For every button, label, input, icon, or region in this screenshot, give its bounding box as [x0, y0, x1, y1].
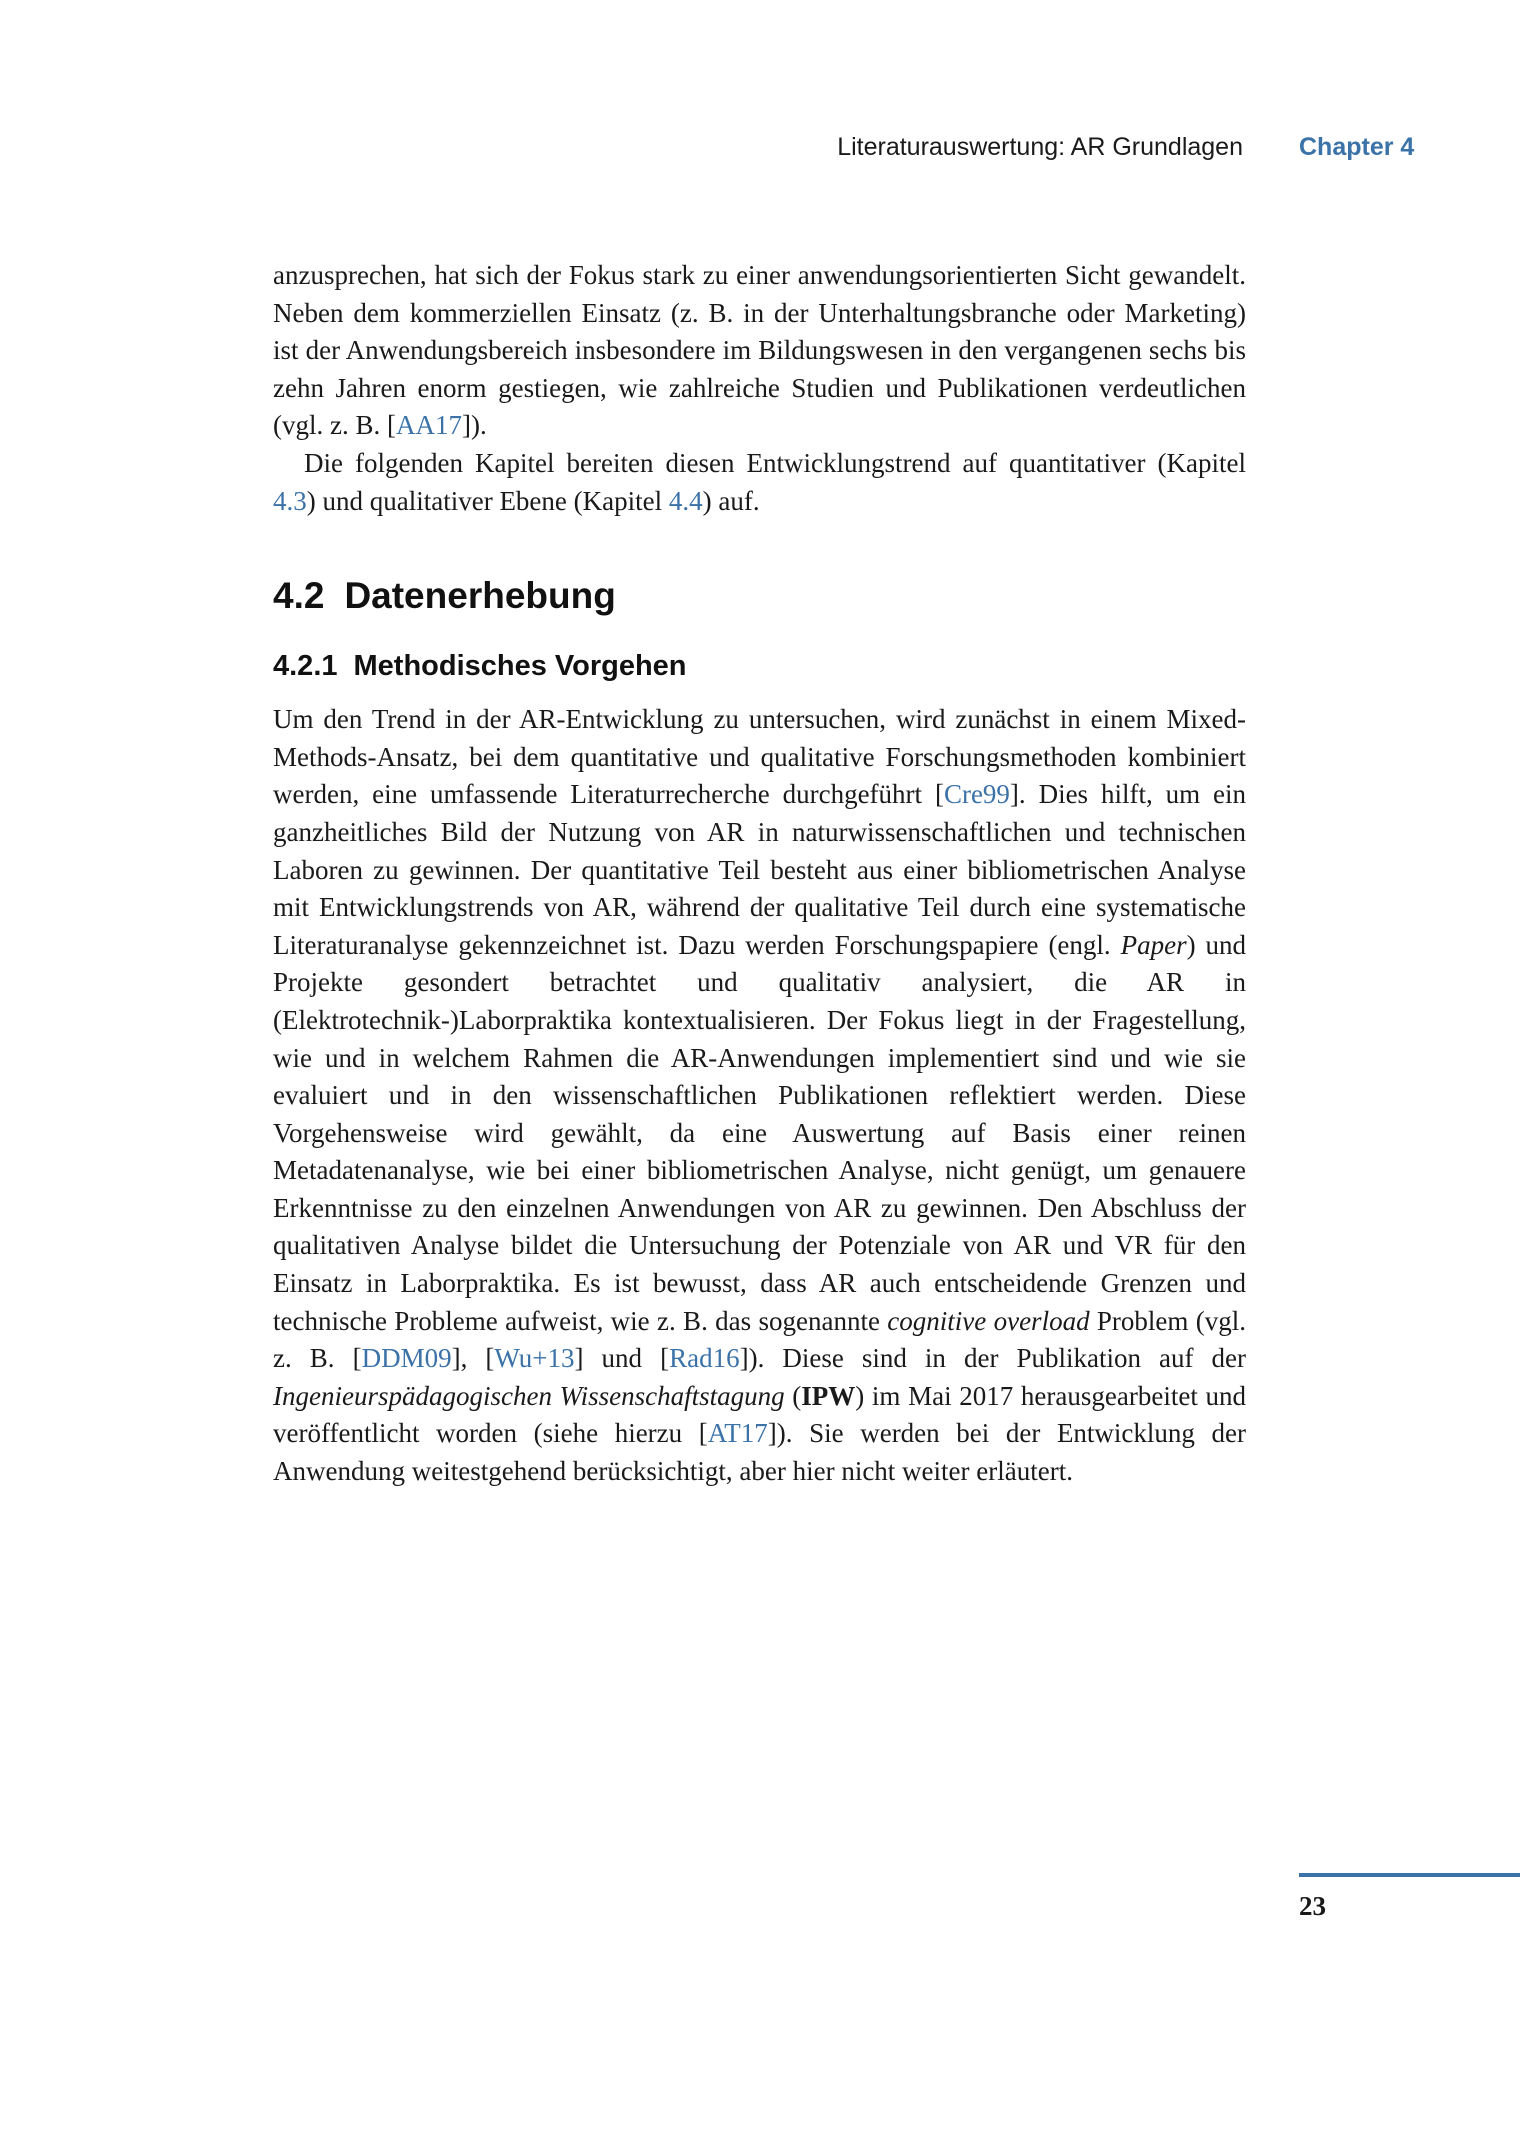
text-run: ]). Sie werden bei der Entwicklung der Anwendung weitestgehend berücksichtigt, aber hier nicht weiter erläutert.: [273, 1418, 1247, 1487]
citation-link[interactable]: Rad16: [669, 1343, 740, 1374]
citation-link[interactable]: DDM09: [361, 1343, 452, 1374]
text-run: ]). Diese sind in der Publikation auf der: [739, 1343, 1247, 1374]
page-content: [273, 257, 1246, 1491]
chapter-ref-link[interactable]: 4.4: [668, 485, 703, 516]
italic-term: cognitive overload: [887, 1305, 1090, 1336]
italic-term: Ingenieurspädagogischen Wissenschaftstagung: [273, 1380, 785, 1411]
citation-link[interactable]: AT17: [707, 1418, 768, 1449]
footer-rule: [1299, 1873, 1520, 1877]
text-run: ], [: [451, 1343, 495, 1374]
bold-acronym: IPW: [801, 1380, 856, 1411]
text-run: ) und qualitativer Ebene (Kapitel: [306, 485, 669, 516]
subsection-title: Methodisches Vorgehen: [353, 650, 687, 683]
citation-link[interactable]: AA17: [395, 410, 462, 441]
intro-paragraph: [273, 257, 1246, 445]
subsection-heading: [273, 648, 1246, 684]
text-run: ]).: [461, 410, 487, 441]
citation-link[interactable]: Wu+13: [494, 1343, 575, 1374]
citation-link[interactable]: Cre99: [943, 779, 1010, 810]
text-run: ) auf.: [702, 485, 760, 516]
section-heading: [273, 574, 1246, 618]
section-number: 4.2: [273, 575, 325, 617]
text-run: ) und Projekte gesondert betrachtet und qualitativ analysiert, die AR in (Elektrotechnik-)Laborpraktika kontextualisieren. Der Fokus liegt in der Fragestellung, wie und in welchem Rahmen die AR-Anwendungen implementiert sind und wie sie evaluiert und in den wissenschaftlichen Publikationen reflektiert werden. Diese Vorgehensweise wird gewählt, da eine Auswertung auf Basis einer reinen Metadatenanalyse, wie bei einer bibliometrischen Analyse, nicht genügt, um genauere Erkenntnisse zu den einzelnen Anwendungen von AR zu gewinnen. Den Abschluss der qualitativen Analyse bildet die Untersuchung der Potenziale von AR und VR für den Einsatz in Laborpraktika. Es ist bewusst, dass AR auch entscheidende Grenzen und technische Probleme aufweist, wie z. B. das sogenannte: [273, 929, 1246, 1336]
text-run: ) im Mai 2017 herausgearbeitet und veröffentlicht worden (siehe hierzu [: [273, 1380, 1246, 1449]
subsection-number: 4.2.1: [273, 650, 338, 683]
text-run: Um den Trend in der AR-Entwicklung zu untersuchen, wird zunächst in einem Mixed-Methods-Ansatz, bei dem quantitative und qualitative Forschungsmethoden kombiniert werden, eine umfassende Literaturrecherche durchgeführt [: [273, 704, 1246, 810]
text-run: ] und [: [574, 1343, 670, 1374]
intro-paragraph-2: [273, 445, 1246, 520]
italic-term: Paper: [1120, 929, 1187, 960]
text-run: ]. Dies hilft, um ein ganzheitliches Bild der Nutzung von AR in naturwissenschaftlichen und technischen Laboren zu gewinnen. Der quantitative Teil besteht aus einer bibliometrischen Analyse mit Entwicklungstrends von AR, während der qualitative Teil durch eine systematische Literaturanalyse gekennzeichnet ist. Dazu werden Forschungspapiere (engl.: [273, 779, 1246, 960]
body-paragraph: [273, 701, 1246, 1490]
chapter-ref-link[interactable]: 4.3: [273, 485, 307, 516]
section-title: Datenerhebung: [344, 575, 616, 617]
running-title: Literaturauswertung: AR Grundlagen: [837, 133, 1243, 161]
page-number: 23: [1299, 1891, 1326, 1921]
text-run: anzusprechen, hat sich der Fokus stark zu einer anwendungsorientierten Sicht gewandelt. Neben dem kommerziellen Einsatz (z. B. in der Unterhaltungsbranche oder Marketing) ist der Anwendungsbereich insbesondere im Bildungswesen in den vergangenen sechs bis zehn Jahren enorm gestiegen, wie zahlreiche Studien und Publikationen verdeutlichen (vgl. z. B. [: [273, 260, 1246, 441]
text-run: (: [784, 1380, 802, 1411]
running-header: [0, 133, 1520, 173]
text-run: Die folgenden Kapitel bereiten diesen Entwicklungstrend auf quantitativer (Kapitel: [304, 447, 1246, 478]
chapter-label: Chapter 4: [1299, 133, 1415, 161]
text-run: Problem (vgl. z. B. [: [273, 1305, 1246, 1374]
